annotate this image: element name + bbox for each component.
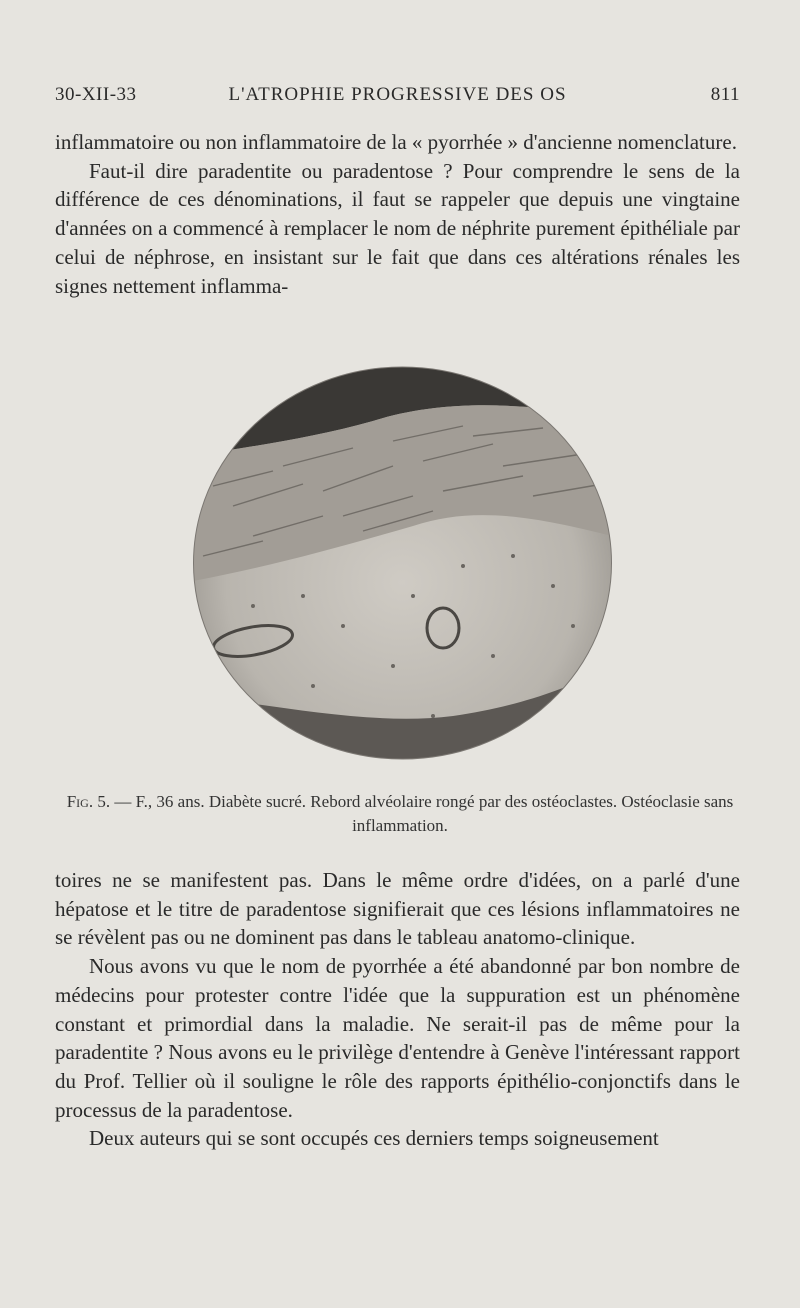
paragraph: Faut-il dire paradentite ou paradentose ? Pour comprendre le sens de la différence de ces dénominations, il faut se rappeler que depuis une vingtaine d'années on a commencé à remplacer le nom de néphrite purement épithéliale par celui de néphrose, en insistant sur le fait que dans ces altérations rénales les signes nettement inflamma- <box>55 158 740 298</box>
caption-text: — F., 36 ans. Diabète sucré. Rebord alvéolaire rongé par des ostéoclastes. Ostéoclasie sans inflammation. <box>110 792 734 835</box>
figure-caption <box>50 790 750 838</box>
figure-label: Fig. 5. <box>66 792 111 811</box>
text-block-top <box>55 128 740 300</box>
text-block-bottom <box>55 866 740 1153</box>
page-number: 811 <box>710 84 740 105</box>
running-header <box>55 84 740 108</box>
header-date: 30-XII-33 <box>55 84 137 105</box>
micrograph-figure <box>193 366 612 760</box>
paragraph: Deux auteurs qui se sont occupés ces derniers temps soigneusement <box>89 1126 659 1151</box>
paragraph: Nous avons vu que le nom de pyorrhée a été abandonné par bon nombre de médecins pour protester contre l'idée que la suppuration est un phénomène constant et primordial dans la maladie. Ne serait-il pas de même pour la paradentite ? Nous avons eu le privilège d'entendre à Genève l'intéressant rapport du Prof. Tellier où il souligne le rôle des rapports épithélio-conjonctifs dans le processus de la paradentose. <box>55 954 740 1122</box>
paragraph: inflammatoire ou non inflammatoire de la « pyorrhée » d'ancienne nomenclature. <box>55 130 737 154</box>
header-title: L'ATROPHIE PROGRESSIVE DES OS <box>228 84 567 105</box>
paragraph: toires ne se manifestent pas. Dans le même ordre d'idées, on a parlé d'une hépatose et le titre de paradentose signifierait que ces lésions inflammatoires ne se révèlent pas ou ne dominent pas dans le tableau anatomo-clinique. <box>55 868 740 950</box>
